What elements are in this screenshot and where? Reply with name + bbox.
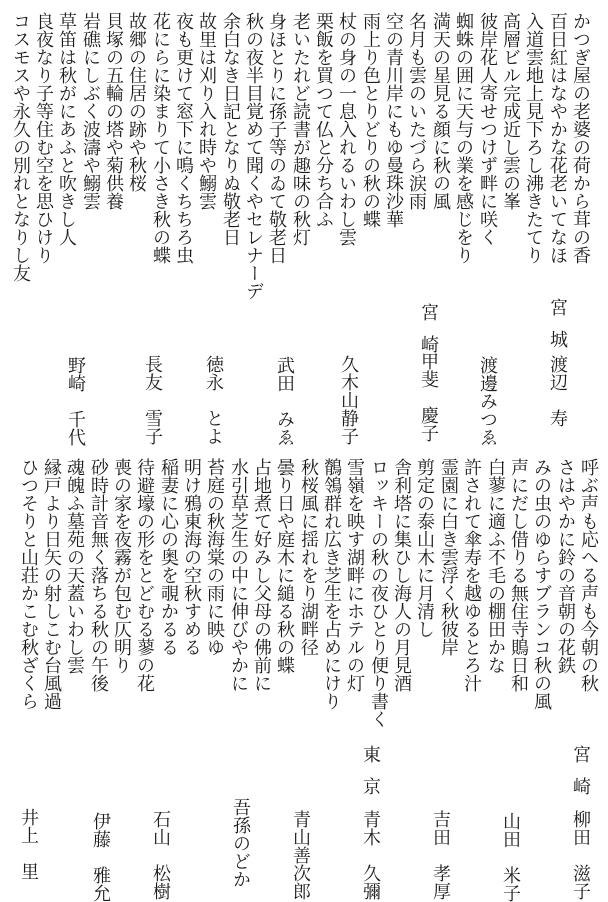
top-poem-5: 彼岸花人寄せつけず畔に咲く <box>477 12 498 246</box>
bottom-author-name-3: 吉田 孝厚 <box>430 810 451 900</box>
top-poem-17: 故里は刈り入れ時や鰯雲 <box>196 12 217 210</box>
bottom-poem-6: 許されて傘寿を越ゆるとろ汁 <box>461 458 482 692</box>
top-poem-23: 草笛は秋がにあふと吹きし人 <box>56 12 77 246</box>
top-author-name-8: 野崎 千代 <box>65 356 86 446</box>
bottom-poem-2: さはやかに鈴の音朝の花鉄 <box>555 458 576 674</box>
bottom-poem-24: 縁戸より日矢の射しこむ台風過 <box>41 458 62 710</box>
top-poem-12: 栗飯を買つて仏と分ち合ふ <box>313 12 334 228</box>
top-poem-21: 貝塚の五輪の塔や菊供養 <box>103 12 124 210</box>
bottom-author-pref-1: 宮崎 <box>570 745 591 809</box>
bottom-poem-16: 水引草芝生の中に伸びやかに <box>228 458 249 692</box>
bottom-author-name-4: 青木 久彌 <box>360 810 381 900</box>
top-poem-11: 杖の身の一息入れるいわし雲 <box>336 12 357 246</box>
bottom-author-name-2: 山田 米子 <box>500 812 521 902</box>
bottom-poem-14: 曇り日や庭木に縋る秋の蝶 <box>274 458 295 674</box>
bottom-poem-5: 白蓼に適ふ不毛の棚田かな <box>485 458 506 674</box>
bottom-poem-20: 待避壕の形をとどむる蓼の花 <box>134 458 155 692</box>
bottom-poem-7: 霊園に白き雲浮く秋彼岸 <box>438 458 459 656</box>
top-poem-24: 良夜なり子等住む空を思ひけり <box>33 12 54 264</box>
bottom-poem-23: 魂魄ふ墓苑の天蓋いわし雲 <box>64 458 85 674</box>
bottom-poem-17: 苔庭の秋海棠の雨に映ゆ <box>204 458 225 656</box>
top-author-name-3: 甲斐 慶子 <box>418 352 439 442</box>
top-poem-16: 余白なき日記となりぬ敬老日 <box>220 12 241 246</box>
top-author-name-4: 久木山静子 <box>338 355 359 445</box>
top-author-pref-3: 宮崎 <box>418 303 439 367</box>
bottom-poem-25: ひつそりと山荘かこむ秋ざくら <box>18 458 39 710</box>
bottom-poem-10: ロッキーの秋の夜ひとり便り書く <box>368 458 389 728</box>
top-poem-7: 満天の星見る顔に秋の風 <box>430 12 451 210</box>
bottom-author-name-6: 吾孫のどか <box>230 798 251 888</box>
top-author-name-5: 武田 みゑ <box>274 356 295 446</box>
bottom-poem-4: 声にだし借りる無住寺鵙日和 <box>508 458 529 692</box>
top-poem-18: 夜も更けて窓下に鳴くちちろ虫 <box>173 12 194 264</box>
top-author-name-6: 徳永 とよ <box>203 355 224 445</box>
bottom-poem-18: 明け鴉東海の空秋すめる <box>181 458 202 656</box>
bottom-poem-22: 砂時計音無く落ちる秋の午後 <box>88 458 109 692</box>
bottom-author-name-9: 井上 里 <box>18 808 39 880</box>
top-poem-1: かつぎ屋の老婆の荷から茸の香 <box>570 12 591 264</box>
top-poem-20: 故郷の住居の跡や秋桜 <box>126 12 147 192</box>
top-poem-6: 蜘蛛の囲に天与の業を感じをり <box>453 12 474 264</box>
bottom-author-name-7: 石山 松樹 <box>150 810 171 900</box>
bottom-author-name-1: 柳田 滋子 <box>570 810 591 900</box>
top-author-name-7: 長友 雪子 <box>142 355 163 445</box>
top-poem-4: 高層ビル完成近し雲の峯 <box>500 12 521 210</box>
bottom-author-name-8: 伊藤 雅允 <box>90 812 111 902</box>
bottom-poem-1: 呼ぶ声も応へる声も今朝の秋 <box>578 458 599 692</box>
top-poem-10: 雨上り色とりどりの秋の蝶 <box>360 12 381 228</box>
top-poem-14: 身ほとりに孫子等のゐて敬老日 <box>266 12 287 264</box>
bottom-poem-19: 稲妻に心の奥を覗かるる <box>158 458 179 656</box>
bottom-poem-3: みの虫のゆらすブランコ秋の風 <box>531 458 552 710</box>
top-poem-2: 百日紅はなやかな花老いてなほ <box>547 12 568 264</box>
bottom-author-name-5: 青山善次郎 <box>290 810 311 900</box>
top-poem-15: 秋の夜半目覚めて聞くやセレナーデ <box>243 12 264 300</box>
bottom-poem-13: 秋桜風に揺れをり湖畔径 <box>298 458 319 656</box>
top-poem-3: 入道雲地上見下ろし沸きたてり <box>523 12 544 264</box>
bottom-author-pref-4: 東京 <box>360 745 381 809</box>
bottom-poem-11: 雪嶺を映す湖畔にホテルの灯 <box>344 458 365 692</box>
bottom-poem-15: 占地煮て好みし父母の佛前に <box>251 458 272 692</box>
top-poem-9: 空の青川岸にもゆ曼珠沙華 <box>383 12 404 228</box>
top-poem-25: コスモスや永久の別れとなりし友 <box>10 12 31 282</box>
bottom-poem-9: 舎利塔に集ひし海人の月見酒 <box>391 458 412 692</box>
bottom-poem-12: 鶺鴒群れ広き芝生を占めにけり <box>321 458 342 710</box>
top-poem-13: 老いたれど読書が趣味の秋灯 <box>290 12 311 246</box>
bottom-poem-21: 喪の家を夜霧が包む仄明り <box>111 458 132 674</box>
top-author-name-1: 渡辺 寿 <box>547 355 568 427</box>
top-poem-22: 岩礁にしぶく波濤や鰯雲 <box>80 12 101 210</box>
bottom-poem-8: 剪定の泰山木に月清し <box>414 458 435 638</box>
top-author-name-2: 渡邊みつゑ <box>477 356 498 446</box>
top-poem-8: 名月も雲のいたづら涙雨 <box>406 12 427 210</box>
top-poem-19: 花にらに染まりて小さき秋の蝶 <box>150 12 171 264</box>
top-author-pref-1: 宮城 <box>547 298 568 362</box>
